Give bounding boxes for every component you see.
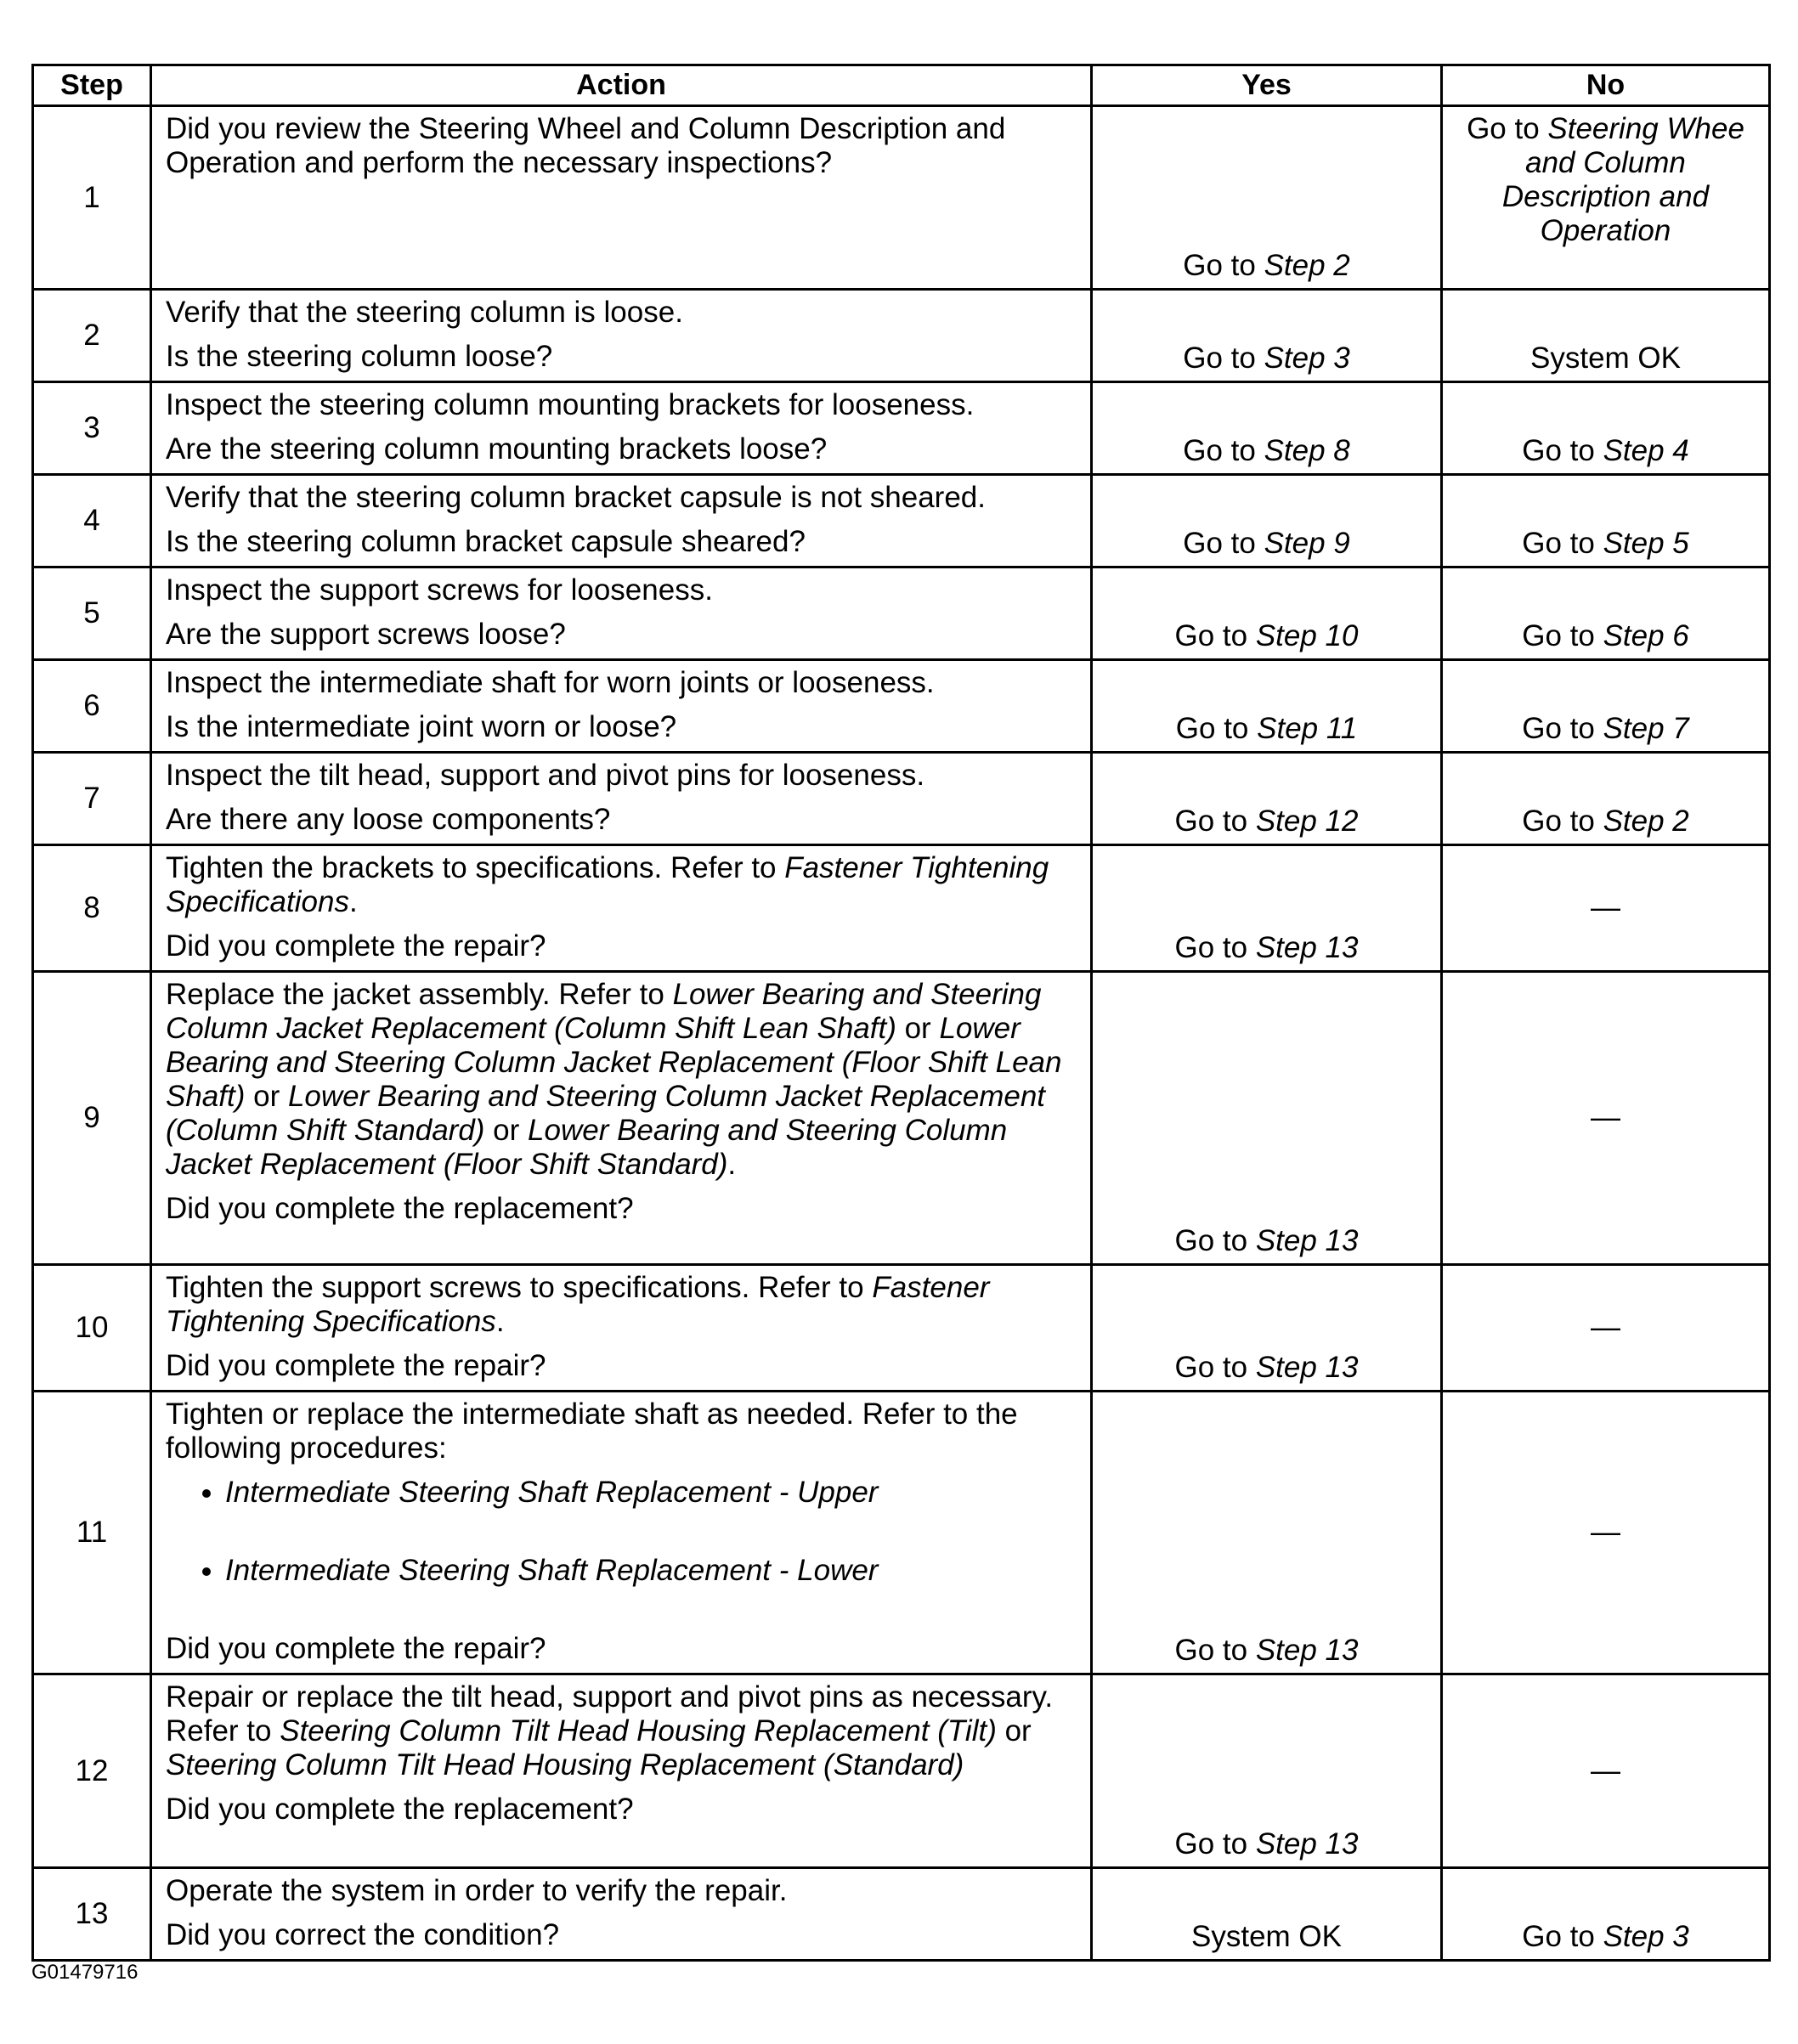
no-prefix: Go to [1522,434,1603,467]
yes-cell [1092,475,1442,567]
yes-prefix: Go to [1183,342,1264,375]
yes-link[interactable]: Step 10 [1255,619,1359,652]
no-link[interactable]: Step 5 [1603,527,1689,560]
yes-link[interactable]: Step 3 [1264,342,1350,375]
yes-prefix: Go to [1174,931,1256,964]
action-question: Are there any loose components? [166,803,611,836]
yes-prefix: Go to [1174,1224,1256,1257]
action-question: Did you complete the repair? [166,929,546,963]
instruction-text: . [348,885,358,918]
instruction-text: or [996,1714,1032,1748]
action-question: Did you complete the repair? [166,1349,546,1382]
no-prefix: Go to [1522,1920,1603,1953]
no-cell [1442,567,1770,660]
instruction-text: Repair or replace the tilt head, support and pivot pins as necessary. Refer to [166,1680,1054,1748]
yes-cell [1092,106,1442,290]
yes-prefix: Go to [1174,1351,1256,1384]
table-row [33,475,1770,567]
action-instruction: Did you review the Steering Wheel and Column Description and Operation and perform the necessary inspections? [166,112,1006,179]
yes-prefix: Go to [1175,712,1258,745]
table-row [33,1392,1770,1674]
action-cell [151,753,1092,845]
action-cell [151,1674,1092,1868]
yes-link[interactable]: Step 9 [1264,527,1350,560]
no-link[interactable]: Step 4 [1603,434,1689,467]
yes-link[interactable]: Step 2 [1264,249,1350,282]
no-link[interactable]: Steering Whee and Column Description and Operation [1501,112,1744,247]
action-cell [151,106,1092,290]
action-cell [151,1265,1092,1392]
yes-link[interactable]: Step 12 [1255,805,1359,838]
yes-prefix: Go to [1174,1827,1256,1860]
reference-link[interactable]: Fastener Tightening Specifications [166,1271,990,1338]
no-cell [1442,660,1770,753]
reference-link[interactable]: Steering Column Tilt Head Housing Replacement (Tilt) [280,1714,997,1748]
no-link[interactable]: Step 7 [1603,712,1689,745]
yes-link[interactable]: Step 13 [1255,1634,1359,1667]
no-prefix: Go to [1467,112,1548,145]
step-number: 12 [33,1674,151,1868]
no-link[interactable]: Step 3 [1603,1920,1689,1953]
step-number: 11 [33,1392,151,1674]
step-number: 2 [33,290,151,382]
table-row [33,290,1770,382]
step-number: 6 [33,660,151,753]
action-instruction: Verify that the steering column is loose. [166,296,683,329]
procedure-link[interactable]: Intermediate Steering Shaft Replacement - Upper [225,1476,879,1509]
no-prefix: Go to [1522,712,1603,745]
step-number: 7 [33,753,151,845]
list-item [225,1554,1082,1588]
action-instruction [166,1680,1082,1782]
action-cell [151,972,1092,1265]
yes-cell [1092,382,1442,475]
action-question: Is the steering column loose? [166,340,553,373]
action-question: Did you complete the repair? [166,1632,546,1665]
action-cell [151,845,1092,972]
table-row [33,1674,1770,1868]
header-step: Step [33,65,151,106]
header-no: No [1442,65,1770,106]
header-yes: Yes [1092,65,1442,106]
no-link[interactable]: Step 2 [1603,805,1689,838]
step-number: 5 [33,567,151,660]
yes-link[interactable]: Step 13 [1255,1224,1359,1257]
diagnostic-table [31,64,1771,1962]
no-cell [1442,475,1770,567]
no-dash: — [1591,1101,1620,1134]
action-question: Did you complete the replacement? [166,1192,634,1225]
action-instruction: Inspect the steering column mounting brackets for looseness. [166,388,975,421]
yes-cell [1092,567,1442,660]
action-instruction: Inspect the tilt head, support and pivot pins for looseness. [166,759,925,792]
action-instruction [166,978,1082,1182]
action-instruction: Inspect the support screws for looseness. [166,573,713,607]
action-cell [151,475,1092,567]
yes-prefix: Go to [1174,805,1256,838]
header-row [33,65,1770,106]
instruction-text: . [495,1305,505,1338]
no-dash: — [1591,1311,1620,1344]
no-cell [1442,382,1770,475]
step-number: 13 [33,1868,151,1961]
yes-link[interactable]: Step 13 [1255,1827,1359,1860]
yes-cell [1092,290,1442,382]
table-row [33,1868,1770,1961]
action-question: Is the steering column bracket capsule sheared? [166,525,806,558]
table-row [33,1265,1770,1392]
step-number: 9 [33,972,151,1265]
action-question: Is the intermediate joint worn or loose? [166,710,677,743]
action-instruction [166,1271,1082,1339]
no-dash: — [1591,891,1620,924]
yes-prefix: Go to [1183,249,1264,282]
no-cell [1442,1392,1770,1674]
action-cell [151,1868,1092,1961]
instruction-text: Tighten the support screws to specifications. Refer to [166,1271,873,1304]
instruction-text: Replace the jacket assembly. Refer to [166,978,673,1011]
table-row [33,972,1770,1265]
yes-cell [1092,1392,1442,1674]
yes-cell [1092,845,1442,972]
yes-cell [1092,1674,1442,1868]
action-cell [151,382,1092,475]
yes-link[interactable]: Step 8 [1264,434,1350,467]
no-prefix: Go to [1522,527,1603,560]
yes-link[interactable]: Step 13 [1255,931,1359,964]
no-dash: — [1591,1753,1620,1787]
yes-cell [1092,1265,1442,1392]
table-row [33,382,1770,475]
yes-prefix: System OK [1191,1920,1342,1953]
step-number: 4 [33,475,151,567]
no-link[interactable]: Step 6 [1603,619,1689,652]
action-cell [151,1392,1092,1674]
instruction-text: or [245,1080,288,1113]
reference-link[interactable]: Lower Bearing and Steering Column Jacket Replacement (Floor Shift Lean Shaft) [166,1012,1062,1113]
procedure-list [166,1476,1082,1588]
yes-cell [1092,1868,1442,1961]
step-number: 1 [33,106,151,290]
action-question: Are the steering column mounting brackets loose? [166,432,828,466]
yes-prefix: Go to [1183,434,1264,467]
no-cell [1442,753,1770,845]
yes-cell [1092,972,1442,1265]
list-item [225,1476,1082,1510]
procedure-link[interactable]: Intermediate Steering Shaft Replacement - Lower [225,1554,879,1587]
action-instruction: Inspect the intermediate shaft for worn joints or looseness. [166,666,935,699]
step-number: 8 [33,845,151,972]
yes-cell [1092,660,1442,753]
yes-prefix: Go to [1174,619,1256,652]
yes-prefix: Go to [1174,1634,1256,1667]
instruction-text: . [727,1148,737,1181]
reference-link[interactable]: Lower Bearing and Steering Column Jacket Replacement (Column Shift Lean Shaft) [166,978,1042,1045]
table-row [33,567,1770,660]
no-cell [1442,845,1770,972]
action-instruction: Tighten or replace the intermediate shaft as needed. Refer to the following procedures: [166,1397,1018,1465]
action-instruction: Operate the system in order to verify the repair. [166,1874,788,1907]
no-prefix: Go to [1522,805,1603,838]
reference-link[interactable]: Lower Bearing and Steering Column Jacket Replacement (Column Shift Standard) [166,1080,1046,1147]
no-dash: — [1591,1516,1620,1549]
action-cell [151,290,1092,382]
table-row [33,660,1770,753]
instruction-text: Tighten the brackets to specifications. Refer to [166,851,785,884]
table-row [33,845,1770,972]
no-cell [1442,1265,1770,1392]
instruction-text: or [484,1114,529,1147]
action-instruction: Verify that the steering column bracket capsule is not sheared. [166,481,986,514]
action-question: Are the support screws loose? [166,618,566,651]
no-prefix: Go to [1522,619,1603,652]
yes-prefix: Go to [1183,527,1264,560]
yes-cell [1092,753,1442,845]
action-question: Did you correct the condition? [166,1918,560,1951]
action-question: Did you complete the replacement? [166,1793,634,1826]
action-instruction [166,851,1082,919]
reference-link[interactable]: Fastener Tightening Specifications [166,851,1049,918]
instruction-text: or [896,1012,940,1045]
reference-link[interactable]: Steering Column Tilt Head Housing Replacement (Standard) [166,1748,964,1781]
no-cell [1442,972,1770,1265]
diagnostic-table-container [31,64,1768,1962]
table-row [33,106,1770,290]
reference-link[interactable]: Lower Bearing and Steering Column Jacket Replacement (Floor Shift Standard) [166,1114,1008,1181]
action-cell [151,567,1092,660]
no-cell [1442,106,1770,290]
step-number: 3 [33,382,151,475]
no-cell [1442,1868,1770,1961]
yes-link[interactable]: Step 11 [1257,712,1358,745]
no-cell [1442,290,1770,382]
table-row [33,753,1770,845]
figure-id: G01479716 [31,1961,139,1984]
step-number: 10 [33,1265,151,1392]
action-cell [151,660,1092,753]
no-prefix: System OK [1530,342,1681,375]
header-action: Action [151,65,1092,106]
no-cell [1442,1674,1770,1868]
yes-link[interactable]: Step 13 [1255,1351,1359,1384]
